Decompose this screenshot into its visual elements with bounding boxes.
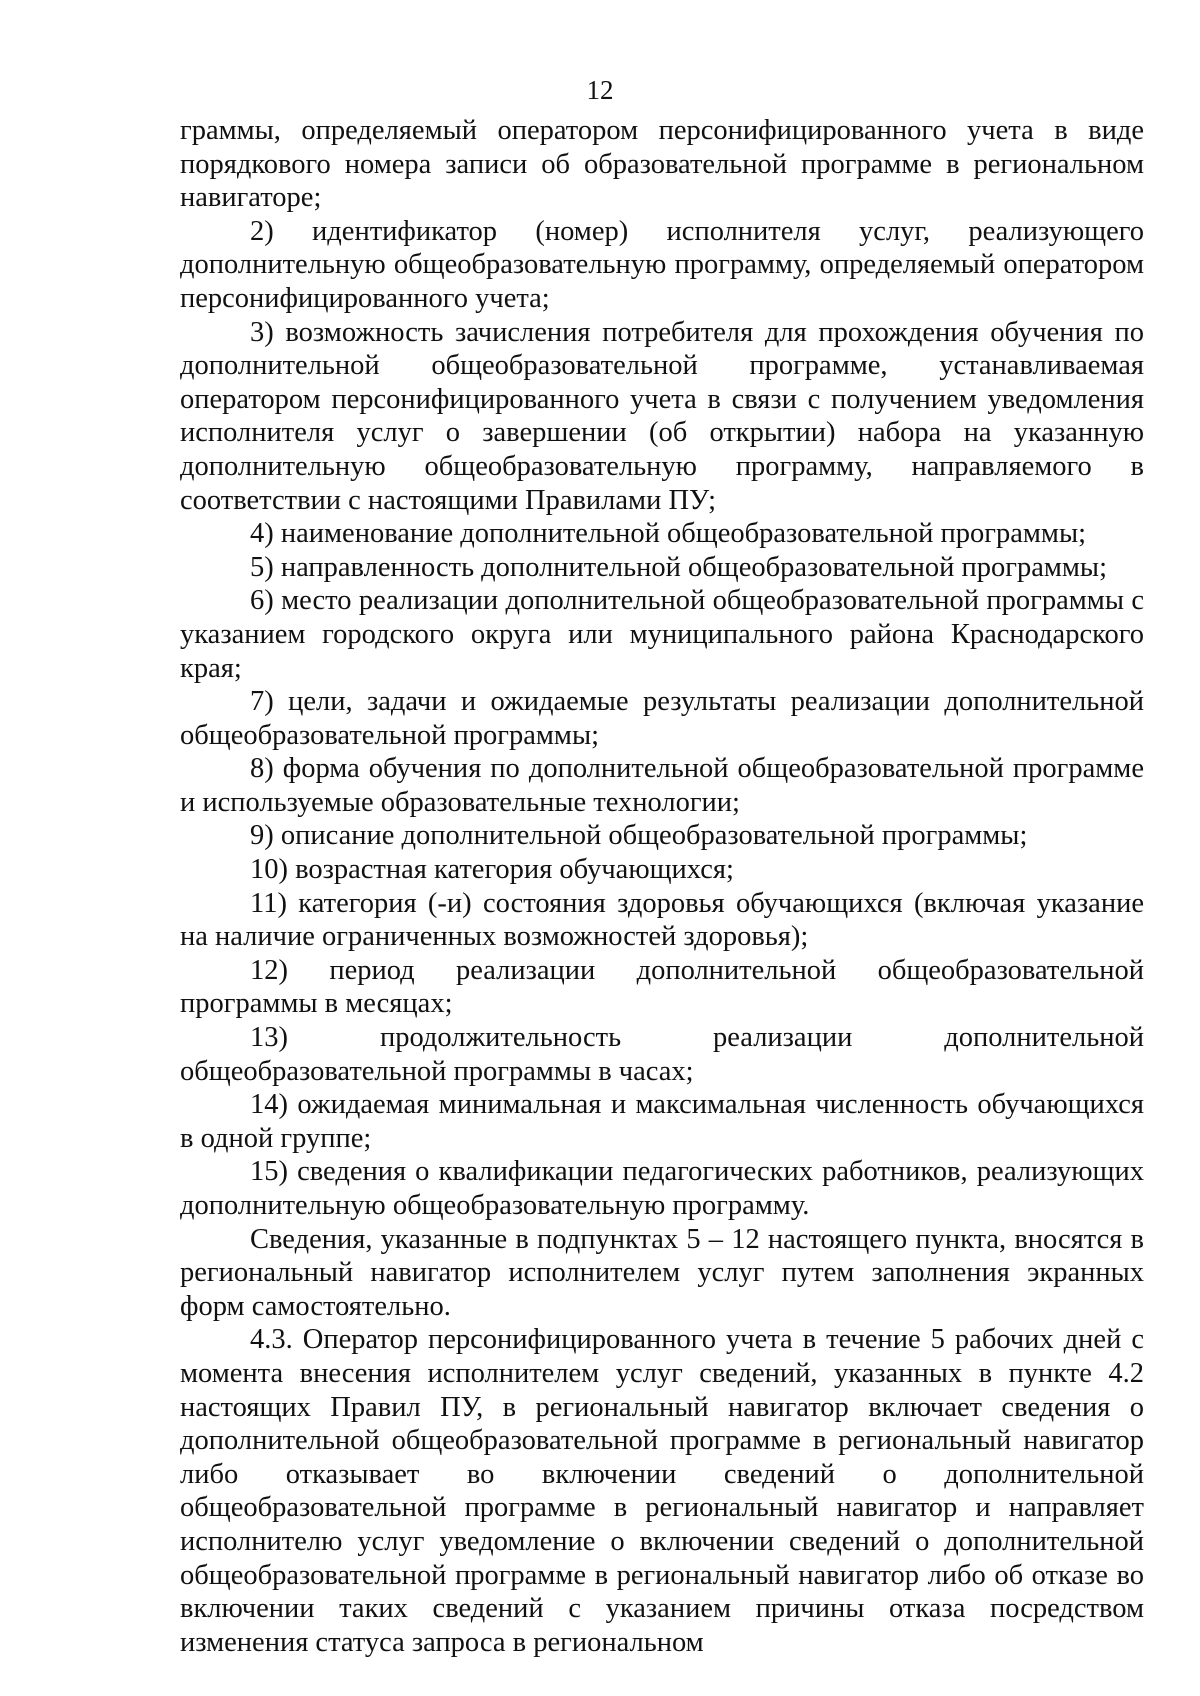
- paragraph: 2) идентификатор (номер) исполнителя услуг, реализующего дополнительную общеобразовательную программу, определяемый оператором персонифицированного учета;: [180, 215, 1144, 314]
- paragraph: 3) возможность зачисления потребителя для прохождения обучения по дополнительной общеобразовательной программе, устанавливаемая оператором персонифицированного учета в связи с получением уведомления исполнителя услуг о завершении (об открытии) набора на указанную дополнительную общеобразовательную программу, направляемого в соответствии с настоящими Правилами ПУ;: [180, 316, 1144, 516]
- paragraph: 13) продолжительность реализации дополнительной общеобразовательной программы в часах;: [180, 1022, 1144, 1087]
- paragraph: 10) возрастная категория обучающихся;: [250, 854, 734, 886]
- paragraph: 8) форма обучения по дополнительной общеобразовательной программе и используемые образовательные технологии;: [180, 753, 1144, 818]
- paragraph: 15) сведения о квалификации педагогических работников, реализующих дополнительную общеобразовательную программу.: [180, 1156, 1144, 1221]
- page-number: 12: [586, 75, 614, 105]
- body-text: [180, 114, 1144, 1659]
- paragraph: 4) наименование дополнительной общеобразовательной программы;: [250, 518, 1087, 550]
- paragraph: 4.3. Оператор персонифицированного учета в течение 5 рабочих дней с момента внесения исполнителем услуг сведений, указанных в пункте 4.2 настоящих Правил ПУ, в региональный навигатор включает сведения о дополнительной общеобразовательной программе в региональный навигатор либо отказывает во включении сведений о дополнительной общеобразовательной программе в региональный навигатор и направляет исполнителю услуг уведомление о включении сведений о дополнительной общеобразовательной программе в региональный навигатор либо об отказе во включении таких сведений с указанием причины отказа посредством изменения статуса запроса в региональном: [180, 1324, 1144, 1658]
- paragraph: 14) ожидаемая минимальная и максимальная численность обучающихся в одной группе;: [180, 1089, 1144, 1154]
- paragraph: 6) место реализации дополнительной общеобразовательной программы с указанием городского округа или муниципального района Краснодарского края;: [180, 585, 1144, 684]
- paragraph: 12) период реализации дополнительной общеобразовательной программы в месяцах;: [180, 954, 1144, 1020]
- paragraph: Сведения, указанные в подпунктах 5 – 12 настоящего пункта, вносятся в региональный навигатор исполнителем услуг путем заполнения экранных форм самостоятельно.: [180, 1223, 1144, 1322]
- paragraph: 11) категория (-и) состояния здоровья обучающихся (включая указание на наличие ограниченных возможностей здоровья);: [180, 887, 1144, 953]
- paragraph: 7) цели, задачи и ожидаемые результаты реализации дополнительной общеобразовательной программы;: [180, 686, 1144, 751]
- paragraph: 9) описание дополнительной общеобразовательной программы;: [250, 820, 1028, 852]
- paragraph: граммы, определяемый оператором персонифицированного учета в виде порядкового номера записи об образовательной программе в региональном навигаторе;: [180, 115, 1144, 214]
- paragraph: 5) направленность дополнительной общеобразовательной программы;: [250, 551, 1108, 583]
